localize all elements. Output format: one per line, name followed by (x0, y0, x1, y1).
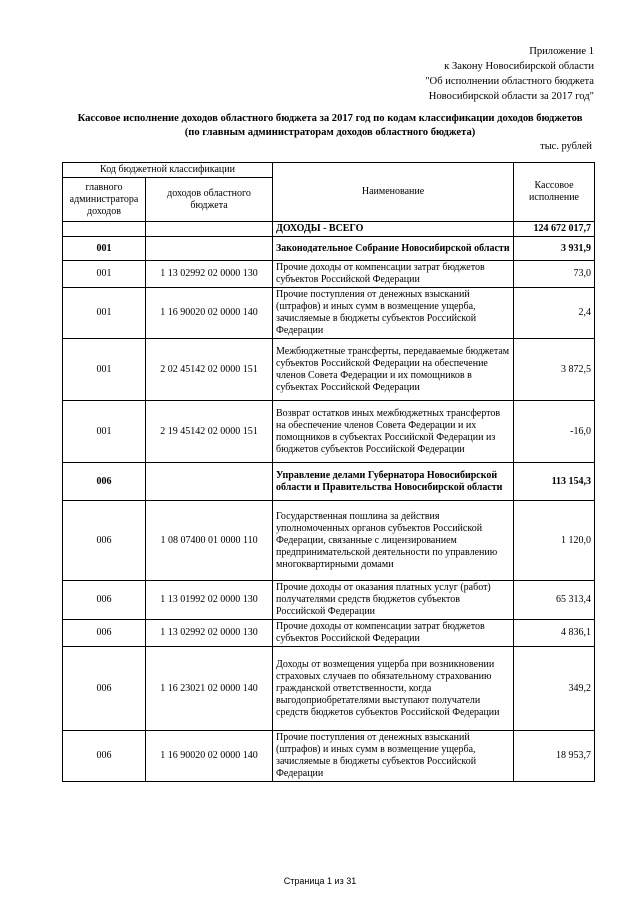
header-admin: главного администратора доходов (63, 178, 146, 222)
revenue-code-cell: 1 16 90020 02 0000 140 (146, 731, 273, 782)
table-row (63, 731, 595, 782)
table-row (63, 647, 595, 731)
total-amount: 124 672 017,7 (514, 222, 595, 237)
admin-code-cell: 001 (63, 401, 146, 463)
revenue-code-cell: 2 02 45142 02 0000 151 (146, 339, 273, 401)
table-row (63, 288, 595, 339)
header-classification: Код бюджетной классификации (63, 163, 273, 178)
appendix-note (425, 44, 594, 104)
revenue-code-cell: 1 13 02992 02 0000 130 (146, 620, 273, 647)
table-row (63, 339, 595, 401)
table-row (63, 581, 595, 620)
admin-code-cell: 001 (63, 237, 146, 261)
revenue-name-cell: Прочие доходы от компенсации затрат бюджетов субъектов Российской Федерации (273, 620, 514, 647)
revenue-code-cell (146, 463, 273, 501)
total-admin-cell (63, 222, 146, 237)
title-line-2: (по главным администраторам доходов областного бюджета) (184, 127, 476, 138)
revenue-table (62, 162, 595, 782)
revenue-name-cell: Доходы от возмещения ущерба при возникновении страховых случаев по обязательному страхованию гражданской ответственности, когда выгодоприобретателями выступают получатели средств бюджетов субъектов Российской Федерации (273, 647, 514, 731)
table-row (63, 261, 595, 288)
admin-code-cell: 001 (63, 261, 146, 288)
revenue-name-cell: Межбюджетные трансферты, передаваемые бюджетам субъектов Российской Федерации на обеспечение членов Совета Федерации и их помощников в субъектах Российской Федерации (273, 339, 514, 401)
revenue-name-cell: Прочие доходы от компенсации затрат бюджетов субъектов Российской Федерации (273, 261, 514, 288)
revenue-name-cell: Законодательное Собрание Новосибирской области (273, 237, 514, 261)
revenue-name-cell: Прочие поступления от денежных взысканий (штрафов) и иных сумм в возмещение ущерба, зачисляемые в бюджеты субъектов Российской Федерации (273, 288, 514, 339)
admin-code-cell: 001 (63, 339, 146, 401)
table-row (63, 401, 595, 463)
title-line-1: Кассовое исполнение доходов областного бюджета за 2017 год по кодам классификации доходов бюджетов (77, 113, 583, 124)
amount-cell: 18 953,7 (514, 731, 595, 782)
admin-code-cell: 006 (63, 581, 146, 620)
revenue-name-cell: Прочие поступления от денежных взысканий (штрафов) и иных сумм в возмещение ущерба, зачисляемые в бюджеты субъектов Российской Федерации (273, 731, 514, 782)
appendix-line-4: Новосибирской области за 2017 год" (428, 91, 594, 102)
page-number: Страница 1 из 31 (283, 876, 357, 886)
table-body (63, 222, 595, 782)
admin-code-cell: 006 (63, 731, 146, 782)
amount-cell: 65 313,4 (514, 581, 595, 620)
amount-cell: 349,2 (514, 647, 595, 731)
revenue-code-cell: 1 08 07400 01 0000 110 (146, 501, 273, 581)
document-title (60, 112, 600, 140)
units-label: тыс. рублей (540, 141, 592, 152)
appendix-line-1: Приложение 1 (529, 46, 594, 57)
revenue-code-cell: 1 13 02992 02 0000 130 (146, 261, 273, 288)
revenue-name-cell: Управление делами Губернатора Новосибирской области и Правительства Новосибирской области (273, 463, 514, 501)
appendix-line-3: "Об исполнении областного бюджета (425, 76, 594, 87)
amount-cell: 2,4 (514, 288, 595, 339)
revenue-code-cell (146, 237, 273, 261)
total-name: ДОХОДЫ - ВСЕГО (273, 222, 514, 237)
header-name: Наименование (273, 163, 514, 222)
appendix-line-2: к Закону Новосибирской области (444, 61, 594, 72)
amount-cell: 113 154,3 (514, 463, 595, 501)
admin-code-cell: 006 (63, 620, 146, 647)
header-amount: Кассовое исполнение (514, 163, 595, 222)
table-row (63, 501, 595, 581)
revenue-name-cell: Прочие доходы от оказания платных услуг (работ) получателями средств бюджетов субъектов Российской Федерации (273, 581, 514, 620)
revenue-code-cell: 2 19 45142 02 0000 151 (146, 401, 273, 463)
total-row (63, 222, 595, 237)
amount-cell: 3 931,9 (514, 237, 595, 261)
header-revenue-code: доходов областного бюджета (146, 178, 273, 222)
amount-cell: 73,0 (514, 261, 595, 288)
admin-code-cell: 006 (63, 501, 146, 581)
amount-cell: 3 872,5 (514, 339, 595, 401)
revenue-code-cell: 1 13 01992 02 0000 130 (146, 581, 273, 620)
admin-code-cell: 006 (63, 647, 146, 731)
admin-code-cell: 001 (63, 288, 146, 339)
amount-cell: 1 120,0 (514, 501, 595, 581)
table-row (63, 620, 595, 647)
revenue-name-cell: Возврат остатков иных межбюджетных трансфертов на обеспечение членов Совета Федерации и их помощников в субъектах Российской Федерации из бюджетов субъектов Российской Федерации (273, 401, 514, 463)
amount-cell: -16,0 (514, 401, 595, 463)
revenue-code-cell: 1 16 23021 02 0000 140 (146, 647, 273, 731)
amount-cell: 4 836,1 (514, 620, 595, 647)
table-row (63, 237, 595, 261)
total-code-cell (146, 222, 273, 237)
revenue-code-cell: 1 16 90020 02 0000 140 (146, 288, 273, 339)
table-row (63, 463, 595, 501)
revenue-name-cell: Государственная пошлина за действия уполномоченных органов субъектов Российской Федерации, связанные с лицензированием предпринимательской деятельности по управлению многоквартирными домами (273, 501, 514, 581)
admin-code-cell: 006 (63, 463, 146, 501)
